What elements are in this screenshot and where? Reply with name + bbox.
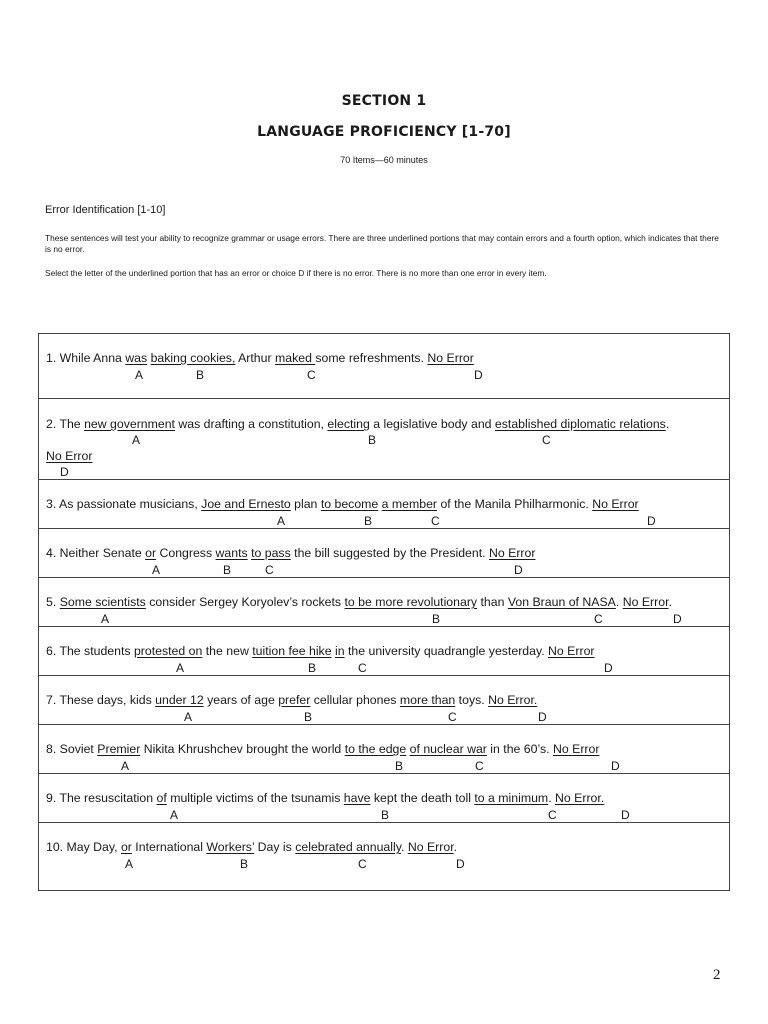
question-row-7 — [39, 676, 729, 725]
question-row-1 — [39, 334, 729, 399]
question-1-choice-letters — [39, 368, 729, 382]
question-10-text: 10. May Day, or International Workers’ Day is celebrated annually. No Error. — [46, 840, 458, 854]
choice-letter: A — [135, 368, 144, 382]
choice-letter: B — [196, 368, 205, 382]
choice-letter: A — [176, 661, 185, 675]
question-2-choice-letters — [39, 433, 729, 447]
question-7-text: 7. These days, kids under 12 years of age prefer cellular phones more than toys. No Error. — [46, 693, 538, 707]
section-heading: SECTION 1 — [341, 93, 427, 109]
choice-letter: D — [647, 514, 656, 528]
choice-letter: C — [475, 759, 484, 773]
choice-letter: D — [621, 808, 630, 822]
choice-letter: B — [240, 857, 249, 871]
question-7-choice-letters — [39, 710, 729, 724]
part-heading: Error Identification [1-10] — [45, 204, 166, 216]
instructions-paragraph-1: These sentences will test your ability to recognize grammar or usage errors. There are three underlined portions that may contain errors and a fourth option, which indicates that there is no error. — [45, 233, 719, 254]
choice-letter: D — [611, 759, 620, 773]
choice-letter: C — [358, 857, 367, 871]
choice-letter: D — [474, 368, 483, 382]
choice-letter: D — [673, 612, 682, 626]
page-number: 2 — [713, 967, 721, 983]
question-2-text: 2. The new government was drafting a constitution, electing a legislative body and established diplomatic relations. — [46, 417, 670, 431]
choice-letter: C — [358, 661, 367, 675]
choice-letter: A — [125, 857, 134, 871]
question-1-text: 1. While Anna was baking cookies, Arthur maked some refreshments. No Error — [46, 351, 474, 365]
choice-letter: D — [514, 563, 523, 577]
question-3-choice-letters — [39, 514, 729, 528]
question-row-2 — [39, 399, 729, 480]
questions-table — [38, 333, 730, 891]
choice-letter: B — [304, 710, 313, 724]
choice-letter: C — [542, 433, 551, 447]
choice-letter: C — [431, 514, 440, 528]
question-row-4 — [39, 529, 729, 578]
choice-letter: B — [368, 433, 377, 447]
choice-letter: C — [448, 710, 457, 724]
question-row-3 — [39, 480, 729, 529]
question-6-choice-letters — [39, 661, 729, 675]
choice-letter: B — [364, 514, 373, 528]
page-title: LANGUAGE PROFICIENCY [1-70] — [257, 124, 511, 140]
question-3-text: 3. As passionate musicians, Joe and Ernesto plan to become a member of the Manila Philharmonic. No Error — [46, 497, 639, 511]
choice-letter: C — [307, 368, 316, 382]
question-row-8 — [39, 725, 729, 774]
choice-letter: A — [152, 563, 161, 577]
question-5-text: 5. Some scientists consider Sergey Koryolev’s rockets to be more revolutionary than Von Braun of NASA. No Error. — [46, 595, 672, 609]
choice-letter: A — [170, 808, 179, 822]
question-row-10 — [39, 823, 729, 890]
instructions-paragraph-2: Select the letter of the underlined portion that has an error or choice D if there is no error. There is no more than one error in every item. — [45, 268, 547, 278]
choice-letter: A — [132, 433, 141, 447]
question-4-text: 4. Neither Senate or Congress wants to pass the bill suggested by the President. No Error — [46, 546, 536, 560]
question-2-choice-letter-d — [39, 465, 729, 479]
choice-letter: A — [101, 612, 110, 626]
question-9-choice-letters — [39, 808, 729, 822]
question-4-choice-letters — [39, 563, 729, 577]
question-row-9 — [39, 774, 729, 823]
choice-letter: D — [456, 857, 465, 871]
choice-letter: D — [60, 465, 69, 479]
choice-letter: B — [381, 808, 390, 822]
question-10-choice-letters — [39, 857, 729, 871]
choice-letter: A — [277, 514, 286, 528]
choice-letter: C — [594, 612, 603, 626]
question-row-5 — [39, 578, 729, 627]
choice-letter: A — [184, 710, 193, 724]
question-6-text: 6. The students protested on the new tuition fee hike in the university quadrangle yesterday. No Error — [46, 644, 595, 658]
choice-letter: B — [308, 661, 317, 675]
question-8-choice-letters — [39, 759, 729, 773]
question-8-text: 8. Soviet Premier Nikita Khrushchev brought the world to the edge of nuclear war in the 60’s. No Error — [46, 742, 600, 756]
choice-letter: C — [265, 563, 274, 577]
choice-letter: A — [121, 759, 130, 773]
choice-letter: B — [223, 563, 232, 577]
choice-letter: D — [604, 661, 613, 675]
choice-letter: B — [432, 612, 441, 626]
question-5-choice-letters — [39, 612, 729, 626]
page-subtitle: 70 Items—60 minutes — [340, 155, 428, 165]
question-2-option-d: No Error — [46, 449, 93, 463]
question-9-text: 9. The resuscitation of multiple victims of the tsunamis have kept the death toll to a minimum. No Error. — [46, 791, 605, 805]
choice-letter: B — [395, 759, 404, 773]
choice-letter: D — [538, 710, 547, 724]
choice-letter: C — [548, 808, 557, 822]
question-row-6 — [39, 627, 729, 676]
